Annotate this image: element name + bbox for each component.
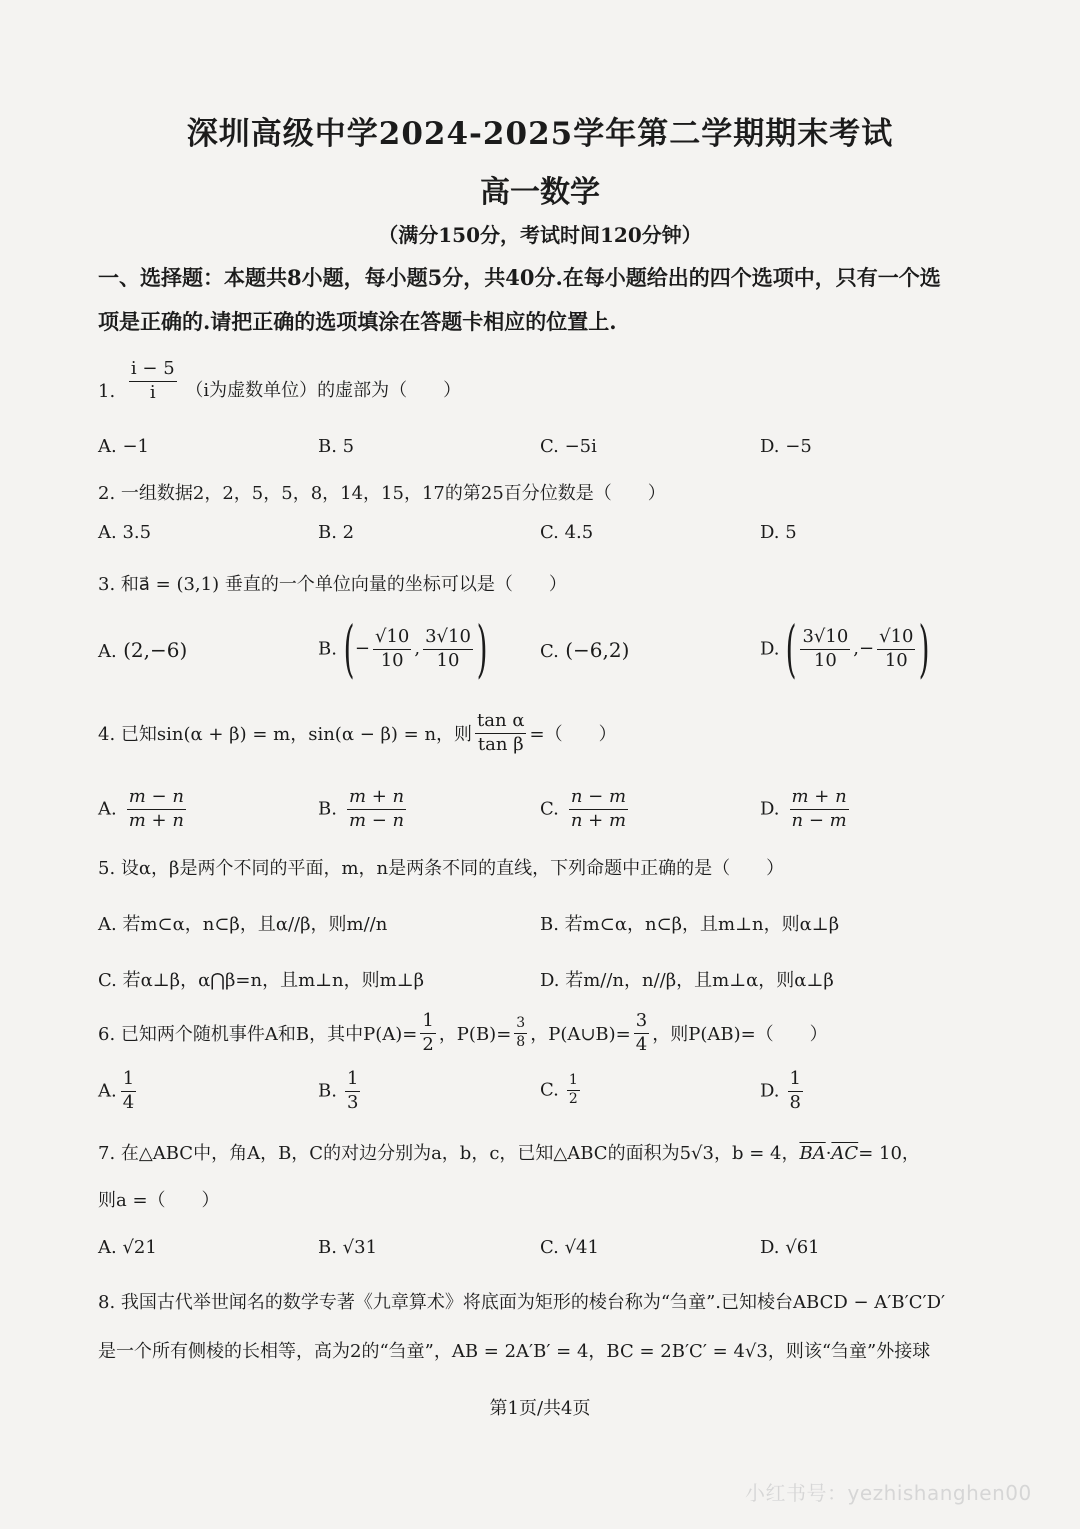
q3-option-c bbox=[540, 638, 629, 662]
fraction-numerator: 3 bbox=[514, 1015, 527, 1034]
question-text-end: =（ ） bbox=[529, 724, 617, 745]
fraction bbox=[567, 1072, 580, 1108]
q5-option-a: A. 若m⊂α，n⊂β，且α//β，则m//n bbox=[98, 914, 388, 935]
fraction-numerator: tan α bbox=[475, 710, 526, 734]
fraction-denominator: 4 bbox=[122, 1091, 135, 1113]
fraction-numerator: 1 bbox=[345, 1068, 360, 1092]
q2-option-c: C. 4.5 bbox=[540, 522, 594, 543]
option-label: B. bbox=[318, 1080, 337, 1102]
question-text: ，则P(AB)=（ ） bbox=[652, 1024, 828, 1045]
vector-ac: $\overline{AC}$ bbox=[831, 1143, 859, 1164]
fraction-numerator: 3√10 bbox=[800, 626, 850, 650]
question-text: 7. 在△ABC中，角A，B，C的对边分别为a，b，c，已知△ABC的面积为5√3，b = 4， bbox=[98, 1143, 800, 1164]
fraction bbox=[800, 626, 850, 672]
fraction-numerator: n − m bbox=[569, 786, 628, 810]
q7-option-b: B. √31 bbox=[318, 1237, 378, 1258]
fraction bbox=[373, 626, 411, 672]
paren-right: ) bbox=[476, 612, 488, 685]
q5-option-d: D. 若m//n，n//β，且m⊥α，则α⊥β bbox=[540, 970, 834, 991]
q2-option-d: D. 5 bbox=[760, 522, 797, 543]
fraction bbox=[569, 786, 628, 832]
option-label: B. bbox=[318, 798, 337, 820]
dot-operator: · bbox=[825, 1143, 832, 1164]
fraction-denominator: n − m bbox=[791, 809, 847, 831]
fraction-numerator: √10 bbox=[373, 626, 411, 650]
q3-option-b: B. (− $\frac{√10}{10}$ , $\frac{3√10}{10}$ ) bbox=[318, 612, 488, 685]
fraction-numerator: i − 5 bbox=[129, 358, 177, 382]
paren-right: ) bbox=[919, 612, 931, 685]
exam-title: 深圳高级中学2024-2025学年第二学期期末考试 bbox=[186, 116, 894, 152]
option-label: C. bbox=[540, 798, 559, 820]
fraction-denominator: 10 bbox=[436, 649, 460, 671]
fraction-numerator: m + n bbox=[347, 786, 406, 810]
fraction-denominator: 10 bbox=[813, 649, 837, 671]
question-text: ，P(B)= bbox=[438, 1024, 512, 1045]
fraction-numerator: 1 bbox=[788, 1068, 803, 1092]
fraction-numerator: √10 bbox=[877, 626, 915, 650]
fraction bbox=[423, 626, 473, 672]
fraction-numerator: 1 bbox=[567, 1072, 580, 1091]
q1-option-c: C. −5i bbox=[540, 436, 597, 457]
q3-option-d: D. ( $\frac{3√10}{10}$ ,− $\frac{√10}{10}$ ) bbox=[760, 612, 931, 685]
option-label: D. bbox=[760, 1080, 780, 1102]
q4-option-a bbox=[98, 786, 189, 832]
fraction-denominator: i bbox=[149, 381, 156, 403]
option-label: B. bbox=[318, 638, 337, 660]
fraction-denominator: 4 bbox=[635, 1033, 648, 1055]
fraction-numerator: m − n bbox=[127, 786, 186, 810]
fraction-denominator: 2 bbox=[568, 1090, 578, 1107]
q4-option-c bbox=[540, 786, 631, 832]
option-label: A. bbox=[98, 1080, 117, 1102]
page-footer: 第1页/共4页 bbox=[489, 1398, 591, 1419]
fraction-denominator: tan β bbox=[477, 733, 524, 755]
q6-option-d bbox=[760, 1068, 806, 1114]
question-text: 6. 已知两个随机事件A和B，其中P(A)= bbox=[98, 1024, 418, 1045]
q2-option-a: A. 3.5 bbox=[98, 522, 152, 543]
fraction-denominator: 2 bbox=[422, 1033, 434, 1055]
q1-option-d: D. −5 bbox=[760, 436, 812, 457]
q5-option-b: B. 若m⊂α，n⊂β，且m⊥n，则α⊥β bbox=[540, 914, 840, 935]
fraction bbox=[877, 626, 915, 672]
option-value: (−6,2) bbox=[565, 638, 630, 662]
exam-subject: 高一数学 bbox=[480, 175, 600, 210]
q7-option-a: A. √21 bbox=[98, 1237, 157, 1258]
q2-option-b: B. 2 bbox=[318, 522, 355, 543]
fraction bbox=[127, 786, 186, 832]
option-label: C. bbox=[540, 641, 559, 662]
option-label: C. bbox=[540, 1079, 559, 1101]
fraction bbox=[788, 1068, 803, 1114]
fraction-numerator: m + n bbox=[790, 786, 849, 810]
fraction bbox=[347, 786, 406, 832]
option-label: D. bbox=[760, 798, 780, 820]
section-instructions-line1: 一、选择题：本题共8小题，每小题5分，共40分.在每小题给出的四个选项中，只有一个选 bbox=[98, 265, 941, 290]
fraction-denominator: 10 bbox=[884, 649, 908, 671]
question-3: 3. 和a⃗ = (3,1) 垂直的一个单位向量的坐标可以是（ ） bbox=[98, 574, 567, 595]
fraction bbox=[514, 1015, 527, 1051]
question-5: 5. 设α，β是两个不同的平面，m，n是两条不同的直线，下列命题中正确的是（ ） bbox=[98, 858, 785, 879]
question-text: ，P(A∪B)= bbox=[530, 1024, 631, 1045]
fraction-denominator: 3 bbox=[346, 1091, 359, 1113]
question-7-line1 bbox=[98, 1139, 920, 1165]
fraction bbox=[790, 786, 849, 832]
paren-left: ( bbox=[785, 612, 797, 685]
fraction-denominator: 8 bbox=[516, 1033, 526, 1050]
q1-option-b: B. 5 bbox=[318, 436, 355, 457]
question-1 bbox=[98, 358, 461, 404]
q6-option-c bbox=[540, 1072, 583, 1108]
fraction-numerator: 1 bbox=[121, 1068, 136, 1092]
fraction-denominator: m + n bbox=[128, 809, 184, 831]
fraction bbox=[420, 1010, 435, 1056]
fraction bbox=[634, 1010, 649, 1056]
q3-option-a bbox=[98, 638, 187, 662]
q4-option-b bbox=[318, 786, 409, 832]
question-text: = 10， bbox=[858, 1143, 920, 1164]
q6-option-b bbox=[318, 1068, 363, 1114]
question-6 bbox=[98, 1010, 828, 1056]
q5-option-c: C. 若α⊥β，α⋂β=n，且m⊥n，则m⊥β bbox=[98, 970, 425, 991]
fraction-denominator: n + m bbox=[570, 809, 627, 831]
question-text: （i为虚数单位）的虚部为（ ） bbox=[185, 380, 462, 401]
fraction-denominator: 8 bbox=[789, 1091, 801, 1113]
fraction-numerator: 3 bbox=[634, 1010, 649, 1034]
question-4 bbox=[98, 710, 617, 756]
q1-fraction bbox=[129, 358, 177, 404]
exam-info: （满分150分，考试时间120分钟） bbox=[378, 223, 702, 247]
option-label: D. bbox=[760, 638, 780, 660]
q6-option-a bbox=[98, 1068, 139, 1114]
watermark: 小红书号：yezhishanghen00 bbox=[745, 1481, 1032, 1505]
fraction-denominator: m − n bbox=[348, 809, 405, 831]
option-label: A. bbox=[98, 798, 117, 820]
fraction-numerator: 3√10 bbox=[423, 626, 473, 650]
question-8-line1: 8. 我国古代举世闻名的数学专著《九章算术》将底面为矩形的棱台称为“刍童”.已知棱台ABCD − A′B′C′D′ bbox=[98, 1292, 946, 1313]
fraction-numerator: 1 bbox=[420, 1010, 435, 1034]
q7-option-d: D. √61 bbox=[760, 1237, 820, 1258]
q1-option-a: A. −1 bbox=[98, 436, 149, 457]
section-instructions-line2: 项是正确的.请把正确的选项填涂在答题卡相应的位置上. bbox=[98, 309, 617, 334]
fraction-denominator: 10 bbox=[380, 649, 404, 671]
fraction bbox=[121, 1068, 136, 1114]
q7-option-c: C. √41 bbox=[540, 1237, 599, 1258]
q4-option-d bbox=[760, 786, 852, 832]
option-label: A. bbox=[98, 641, 117, 662]
question-8-line2: 是一个所有侧棱的长相等，高为2的“刍童”，AB = 2A′B′ = 4，BC = 2B′C′ = 4√3，则该“刍童”外接球 bbox=[98, 1341, 931, 1362]
question-7-line2: 则a =（ ） bbox=[98, 1190, 220, 1211]
question-2: 2. 一组数据2，2，5，5，8，14，15，17的第25百分位数是（ ） bbox=[98, 483, 666, 504]
paren-left: ( bbox=[343, 612, 355, 685]
vector-ba: $\overline{BA}$ bbox=[799, 1143, 826, 1164]
option-value: (2,−6) bbox=[123, 638, 188, 662]
question-text: 4. 已知sin(α + β) = m，sin(α − β) = n，则 bbox=[98, 724, 473, 745]
fraction bbox=[345, 1068, 360, 1114]
q4-fraction bbox=[475, 710, 526, 756]
question-number: 1. bbox=[98, 381, 116, 402]
